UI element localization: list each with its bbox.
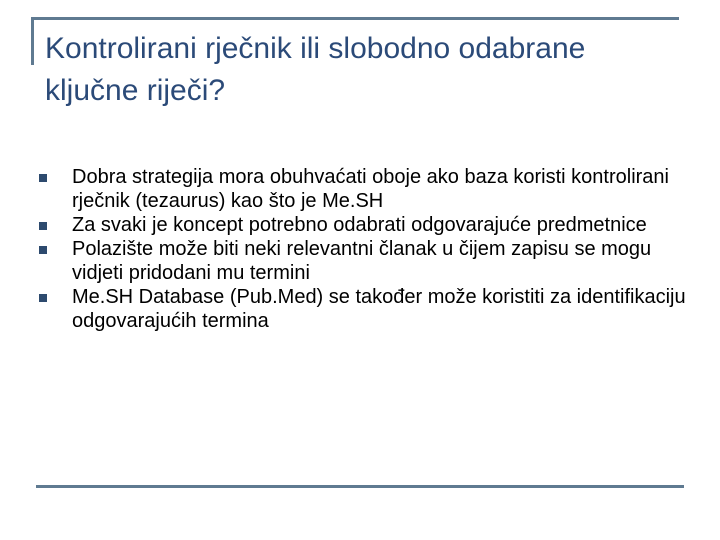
bullet-text: Me.SH Database (Pub.Med) se također može koristiti za identifikaciju odgovarajućih termina [72, 286, 686, 332]
square-bullet-icon [39, 294, 47, 302]
slide-title: Kontrolirani rječnik ili slobodno odabrane ključne riječi? [45, 32, 586, 107]
bullet-text: Dobra strategija mora obuhvaćati oboje ako baza koristi kontrolirani rječnik (tezaurus) kao što je Me.SH [72, 166, 669, 212]
title-frame-left-rule [31, 17, 34, 65]
bullet-text: Polazište može biti neki relevantni članak u čijem zapisu se mogu vidjeti pridodani mu termini [72, 238, 652, 284]
bullet-item [0, 285, 690, 333]
bullet-text: Za svaki je koncept potrebno odabrati odgovarajuće predmetnice [72, 214, 647, 236]
bullet-item [0, 165, 690, 213]
bullet-item [0, 237, 690, 285]
square-bullet-icon [39, 174, 47, 182]
bullet-item [0, 213, 690, 237]
title-frame-top-rule [31, 17, 679, 20]
square-bullet-icon [39, 246, 47, 254]
bullet-list [0, 165, 720, 333]
square-bullet-icon [39, 222, 47, 230]
bottom-divider [36, 485, 684, 488]
